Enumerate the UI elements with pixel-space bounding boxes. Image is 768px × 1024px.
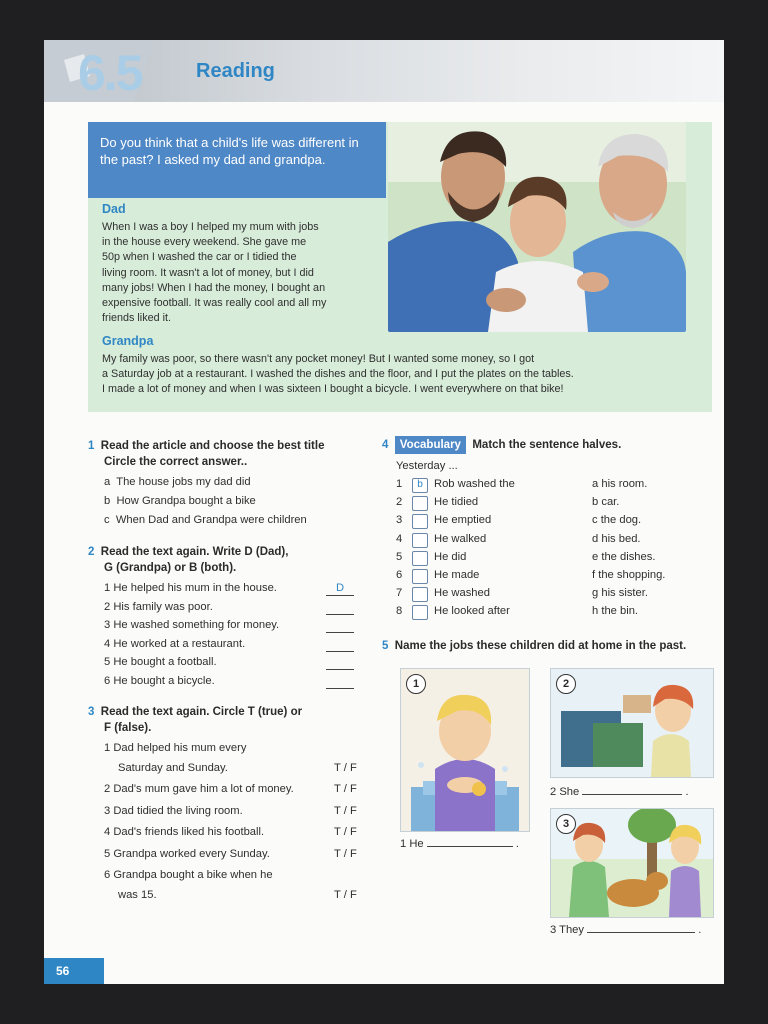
page-number: 56: [56, 964, 70, 978]
match-number: 2: [396, 496, 403, 509]
exercise-title-line: Circle the correct answer..: [104, 456, 248, 468]
item-text: was 15.: [118, 888, 157, 901]
dad-line: friends liked it.: [102, 312, 172, 325]
ex2-item: [104, 601, 213, 613]
true-false-choice[interactable]: T / F: [334, 804, 357, 817]
match-left-text: He did: [434, 550, 467, 563]
match-right-text: his bed.: [601, 532, 641, 545]
match-number: 7: [396, 587, 403, 600]
ex1-option[interactable]: c When Dad and Grandpa were children: [104, 514, 307, 526]
vocabulary-tag: Vocabulary: [395, 436, 466, 454]
match-right-item: [592, 587, 648, 599]
match-left-text: He washed: [434, 587, 490, 600]
dad-line: expensive football. It was really cool and all my: [102, 297, 327, 310]
page-number-tab: [44, 958, 104, 984]
item-text: His family was poor.: [113, 600, 213, 613]
match-number: 1: [396, 478, 403, 490]
true-false-choice[interactable]: T / F: [334, 847, 357, 860]
match-left-text: He emptied: [434, 514, 492, 527]
item-text: Dad's friends liked his football.: [113, 826, 265, 838]
match-answer-box[interactable]: [412, 496, 428, 511]
item-text: Dad helped his mum every: [113, 742, 247, 754]
true-false-choice[interactable]: T / F: [334, 826, 357, 838]
match-right-item: [592, 605, 638, 617]
exercise-number: 3: [88, 706, 95, 718]
item-text: Dad's mum gave him a lot of money.: [113, 783, 294, 795]
item-number: 2: [104, 783, 114, 795]
item-number: 6: [104, 869, 114, 881]
item-text: Dad tidied the living room.: [113, 804, 243, 817]
ex2-answer-blank[interactable]: [326, 601, 354, 615]
exercise-title-line: Name the jobs these children did at home in the past.: [394, 640, 687, 652]
match-answer-box[interactable]: [412, 551, 428, 566]
ex3-item-line: [104, 869, 273, 881]
ex5-caption: 1 He .: [400, 838, 519, 850]
match-left-text: He looked after: [434, 605, 510, 618]
item-number: 1: [104, 742, 114, 754]
match-answer-box[interactable]: [412, 533, 428, 548]
match-right-text: the bin.: [601, 605, 639, 618]
picture-label: 1: [406, 674, 426, 694]
dad-line: living room. It wasn't a lot of money, but I did: [102, 266, 314, 279]
item-text: Grandpa worked every Sunday.: [113, 847, 270, 860]
match-number: 8: [396, 605, 403, 618]
ex2-answer-blank[interactable]: [326, 619, 354, 633]
ex5-caption: 3 They .: [550, 924, 702, 936]
item-number: 3: [104, 804, 114, 817]
match-answer-box[interactable]: [412, 569, 428, 584]
ex1-option[interactable]: a The house jobs my dad did: [104, 476, 251, 488]
true-false-choice[interactable]: T / F: [334, 761, 357, 774]
match-left-text: He made: [434, 569, 480, 581]
picture-label: 3: [556, 814, 576, 834]
match-right-text: the dog.: [600, 514, 642, 527]
dad-line: 50p when I washed the car or I tidied the: [102, 251, 297, 264]
match-answer-box[interactable]: [412, 514, 428, 529]
exercise-title-line: G (Grandpa) or B (both).: [104, 562, 237, 574]
exercise-title-line: Read the article and choose the best title: [100, 440, 325, 452]
ex2-item: [104, 638, 245, 650]
match-letter: f: [592, 569, 599, 581]
dad-line: When I was a boy I helped my mum with jobs: [102, 221, 319, 233]
exercise-number: 5: [382, 640, 389, 652]
item-text: He helped his mum in the house.: [113, 582, 277, 594]
item-number: 3: [104, 619, 114, 631]
match-number: 6: [396, 569, 403, 581]
exercise-2-title: [88, 544, 288, 576]
match-letter: b: [592, 496, 602, 509]
match-right-item: [592, 569, 665, 581]
item-text: He bought a bicycle.: [113, 674, 215, 687]
match-letter: h: [592, 605, 602, 618]
textbook-page: [44, 40, 724, 984]
grandpa-line: a Saturday job at a restaurant. I washed the dishes and the floor, and I put the plates on the tables.: [102, 368, 574, 381]
exercise-title-line: F (false).: [104, 722, 152, 734]
match-number: 4: [396, 532, 403, 545]
match-right-text: car.: [601, 496, 620, 509]
item-text: Saturday and Sunday.: [118, 761, 228, 774]
match-left-text: He walked: [434, 532, 487, 545]
exercise-title-line: Read the text again. Write D (Dad),: [100, 546, 289, 558]
item-text: Grandpa bought a bike when he: [113, 869, 273, 881]
match-right-text: his room.: [601, 478, 648, 490]
item-number: 4: [104, 637, 114, 650]
ex2-answer-blank[interactable]: [326, 675, 354, 689]
ex3-item-line: [104, 805, 243, 817]
ex2-item: [104, 656, 217, 668]
ex5-caption: 2 She .: [550, 786, 689, 798]
ex2-item: [104, 582, 277, 594]
true-false-choice[interactable]: T / F: [334, 783, 357, 795]
dad-paragraph: [102, 220, 326, 326]
dad-heading: Dad: [102, 202, 126, 216]
ex3-item-line: [104, 848, 270, 860]
ex2-answer-blank[interactable]: [326, 656, 354, 670]
exercise-number: 4: [382, 439, 389, 451]
exercise-title-line: Match the sentence halves.: [472, 439, 622, 451]
article-question-box: [88, 122, 386, 198]
ex3-item-line: [104, 783, 294, 795]
grandpa-line: I made a lot of money and when I was sixteen I bought a bicycle. I went everywhere on that bike!: [102, 383, 564, 396]
item-text: He washed something for money.: [113, 619, 280, 631]
match-letter: d: [592, 532, 602, 545]
grandpa-line: My family was poor, so there wasn't any pocket money! But I wanted some money, so I got: [102, 353, 535, 365]
dad-line: many jobs! When I had the money, I bought an: [102, 281, 326, 294]
item-number: 1: [104, 582, 114, 594]
exercise-5-title: [382, 638, 686, 654]
match-letter: g: [592, 587, 602, 600]
header-decoration: [44, 40, 724, 102]
match-number: 5: [396, 550, 403, 563]
match-right-item: [592, 496, 619, 508]
match-right-item: [592, 478, 647, 490]
dad-line: in the house every weekend. She gave me: [102, 236, 307, 249]
grandpa-heading: Grandpa: [102, 334, 154, 348]
exercise-1-title: [88, 438, 324, 470]
item-number: 6: [104, 674, 114, 687]
ex3-item-line: [118, 762, 228, 774]
family-photo: [388, 122, 686, 332]
true-false-choice[interactable]: T / F: [334, 888, 357, 901]
match-answer-box[interactable]: [412, 587, 428, 602]
header-band: [44, 40, 724, 102]
ex2-item: [104, 675, 215, 687]
article-question: Do you think that a child's life was different in the past? I asked my dad and grandpa.: [100, 135, 359, 167]
exercise-3-title: [88, 704, 302, 736]
match-right-item: [592, 533, 641, 545]
match-answer-box[interactable]: [412, 605, 428, 620]
exercise-number: 2: [88, 546, 95, 558]
match-letter: e: [592, 550, 602, 563]
grandpa-paragraph: [102, 352, 574, 398]
ex2-answer-blank[interactable]: [326, 638, 354, 652]
match-letter: c: [592, 514, 601, 527]
ex2-answer-blank[interactable]: D: [326, 582, 354, 596]
exercise-title-line: Read the text again. Circle T (true) or: [100, 706, 303, 718]
exercise-4-title: [382, 436, 621, 454]
ex3-item-line: [104, 742, 246, 754]
item-number: 5: [104, 847, 114, 860]
match-answer-box[interactable]: b: [412, 478, 428, 493]
exercise-number: 1: [88, 440, 95, 452]
match-left-text: He tidied: [434, 496, 479, 509]
unit-number: 6.5: [78, 45, 142, 101]
match-right-item: [592, 514, 641, 526]
match-right-text: his sister.: [601, 587, 648, 600]
match-left-text: Rob washed the: [434, 478, 515, 490]
match-number: 3: [396, 514, 403, 527]
item-text: He worked at a restaurant.: [113, 637, 246, 650]
match-letter: a: [592, 478, 602, 490]
item-number: 5: [104, 656, 114, 668]
section-title: Reading: [196, 60, 275, 82]
ex2-item: [104, 619, 279, 631]
match-right-item: [592, 551, 655, 563]
item-text: He bought a football.: [113, 656, 217, 668]
ex3-item-line: [104, 826, 264, 838]
item-number: 2: [104, 600, 114, 613]
ex3-item-line: [118, 889, 157, 901]
item-number: 4: [104, 826, 114, 838]
match-right-text: the shopping.: [598, 569, 666, 581]
picture-label: 2: [556, 674, 576, 694]
ex1-option[interactable]: b How Grandpa bought a bike: [104, 495, 256, 507]
match-right-text: the dishes.: [601, 550, 656, 563]
ex4-lead: Yesterday ...: [396, 460, 458, 472]
